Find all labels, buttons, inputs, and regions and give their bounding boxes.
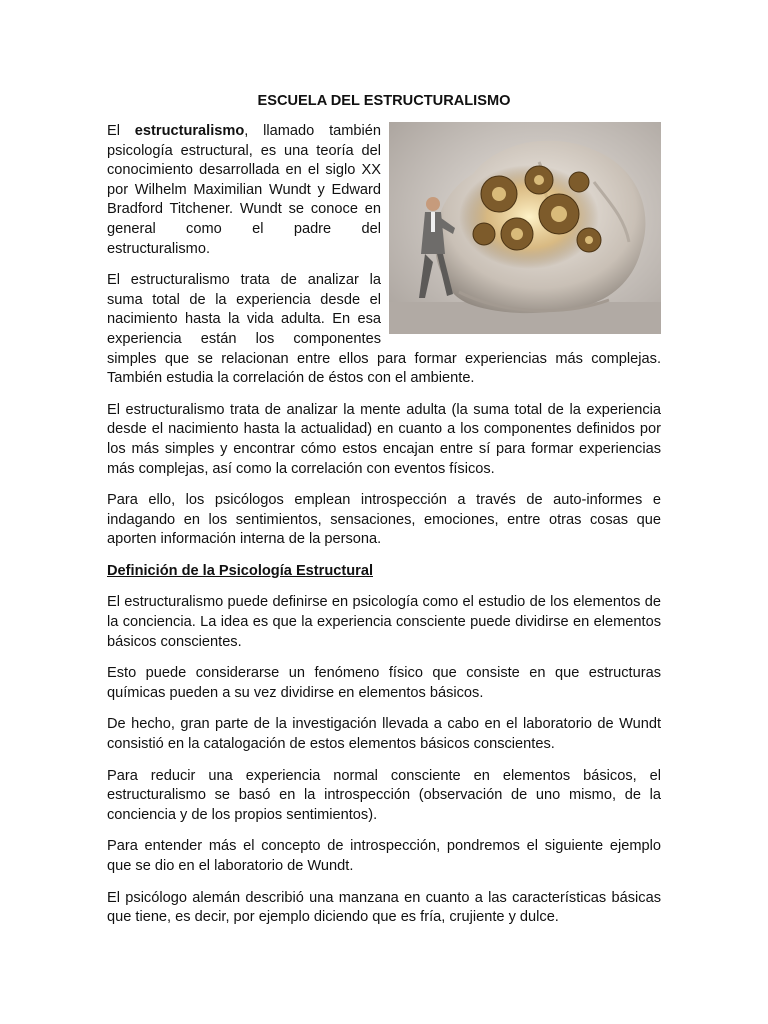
- document-title: ESCUELA DEL ESTRUCTURALISMO: [257, 93, 511, 109]
- section-paragraph: El estructuralismo puede definirse en psicología como el estudio de los elementos de la conciencia. La idea es que la experiencia consciente puede dividirse en elementos básicos conscientes.: [107, 594, 661, 650]
- paragraph-introspeccion: Para ello, los psicólogos emplean introspección a través de auto-informes e indagando en los sentimientos, sensaciones, emociones, entre otras cosas que aporten información interna de la persona.: [107, 492, 661, 548]
- intro-paragraph-2: El estructuralismo trata de analizar la suma total de la experiencia desde el nacimiento hasta la vida adulta. En esa experiencia están los componentes simples que se relacionan entre ellos para formar experiencias más complejas. También estudia la correlación de éstos con el ambiente.: [107, 272, 661, 387]
- section-paragraph: El psicólogo alemán describió una manzana en cuanto a las características básicas que tiene, es decir, por ejemplo diciendo que es fría, crujiente y dulce.: [107, 889, 661, 926]
- section-paragraph: De hecho, gran parte de la investigación llevada a cabo en el laboratorio de Wundt consistió en la catalogación de estos elementos básicos conscientes.: [107, 716, 661, 753]
- intro-block: [107, 122, 661, 940]
- paragraph-mente-adulta: El estructuralismo trata de analizar la mente adulta (la suma total de la experiencia desde el nacimiento hasta la actualidad) en cuanto a los componentes definidos por los más simples y encontrar cómo estos encajan entre sí para formar experiencias más complejas, así como la correlación con eventos físicos.: [107, 401, 661, 477]
- section-paragraph: Esto puede considerarse un fenómeno físico que consiste en que estructuras químicas pueden a su vez dividirse en elementos básicos.: [107, 665, 661, 701]
- section-paragraph: Para reducir una experiencia normal consciente en elementos básicos, el estructuralismo se basó en la introspección (observación de uno mismo, de la conciencia y de los propios sentimientos).: [107, 767, 661, 823]
- section-heading: Definición de la Psicología Estructural: [107, 562, 373, 579]
- brain-gears-illustration: [389, 122, 661, 334]
- estructuralismo-term: estructuralismo: [134, 123, 245, 139]
- intro-paragraph-1: El estructuralismo, llamado también psicología estructural, es una teoría del conocimiento desarrollada en el siglo XX por Wilhelm Maximilian Wundt y Edward Bradford Titchener. Wundt se conoce en general como el padre del estructuralismo.: [107, 123, 381, 257]
- section-paragraph: Para entender más el concepto de introspección, pondremos el siguiente ejemplo que se dio en el laboratorio de Wundt.: [107, 838, 661, 874]
